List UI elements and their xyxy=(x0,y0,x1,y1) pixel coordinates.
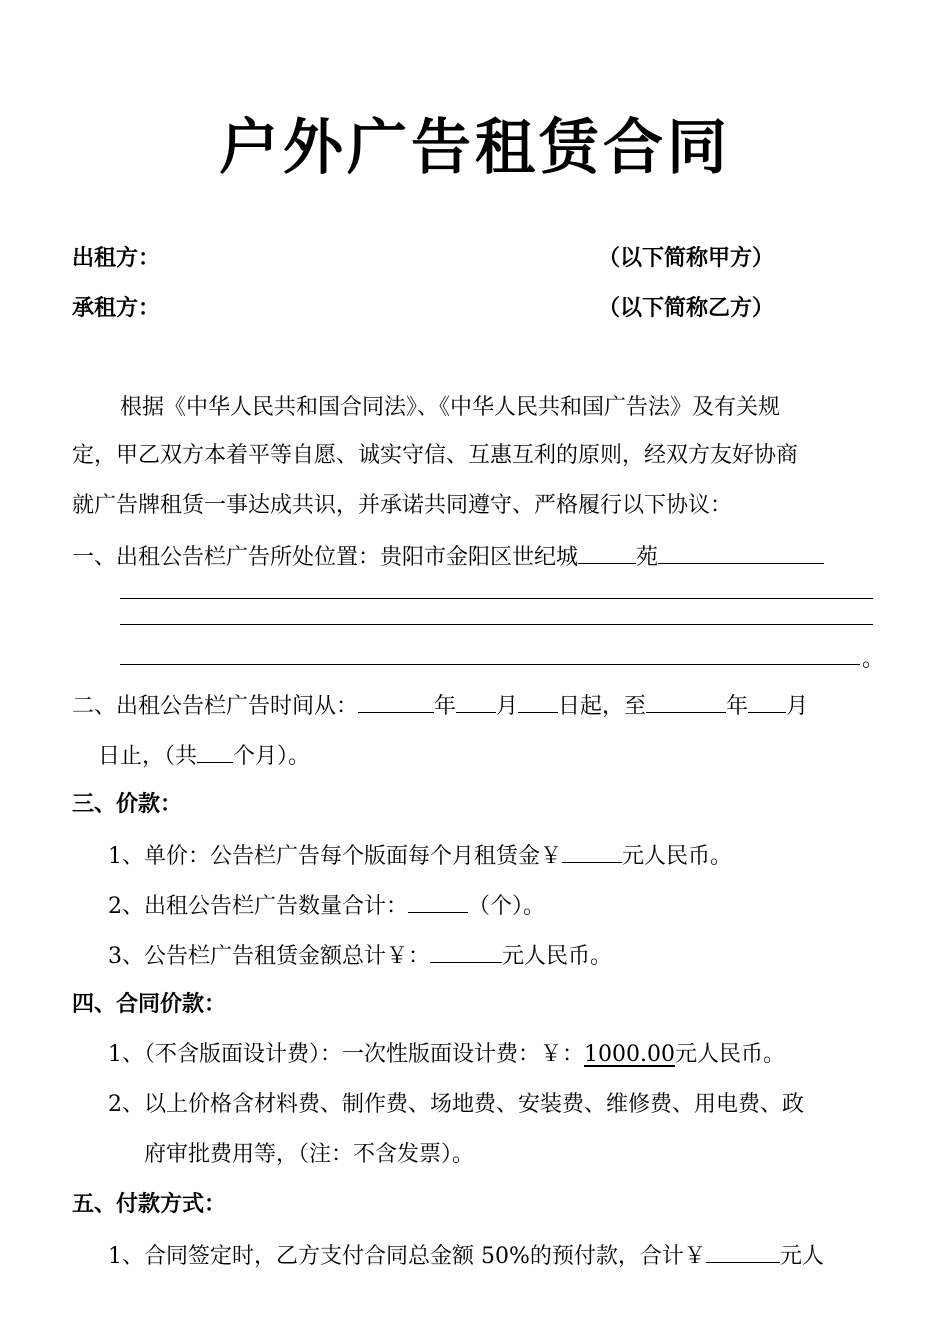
design-fee-amount: 1000.00 xyxy=(584,1042,675,1067)
design-fee-label: 1、（不含版面设计费）：一次性版面设计费：￥： xyxy=(108,1042,584,1067)
section-4-item-1 xyxy=(108,1040,785,1070)
section-5-heading: 五、付款方式： xyxy=(72,1192,227,1217)
section-4-item-2-line-1: 2、以上价格含材料费、制作费、场地费、安装费、维修费、用电费、政 xyxy=(108,1092,804,1117)
blank-start-month[interactable] xyxy=(456,690,496,713)
blank-months[interactable] xyxy=(197,740,233,763)
quantity-label: 2、出租公告栏广告数量合计： xyxy=(108,894,408,919)
unit-price-label: 1、单价：公告栏广告每个版面每个月租赁金￥ xyxy=(108,844,562,869)
section-1-location xyxy=(72,541,824,573)
section-3-item-2 xyxy=(108,890,545,922)
duration-prefix: 日止，（共 xyxy=(98,744,198,769)
year-label: 年 xyxy=(726,694,749,719)
section-1-yuan: 苑 xyxy=(636,545,659,570)
lessor-suffix: （以下简称甲方） xyxy=(598,246,775,271)
lessee-label: 承租方： xyxy=(72,296,161,321)
section-3-heading: 三、价款： xyxy=(72,792,183,817)
blank-unit-price[interactable] xyxy=(562,840,622,863)
blank-end-month[interactable] xyxy=(748,690,786,713)
section-1-end-mark: 。 xyxy=(862,647,885,672)
blank-prepayment[interactable] xyxy=(706,1240,780,1263)
section-2-prefix: 二、出租公告栏广告时间从： xyxy=(72,694,359,719)
blank-address-line-2[interactable] xyxy=(120,598,873,599)
unit-price-suffix: 元人民币。 xyxy=(622,844,733,869)
section-2-duration xyxy=(98,740,310,772)
quantity-suffix: （个）。 xyxy=(468,894,546,919)
design-fee-suffix: 元人民币。 xyxy=(674,1042,785,1067)
year-label: 年 xyxy=(434,694,457,719)
section-3-item-1 xyxy=(108,840,732,872)
lessor-label: 出租方： xyxy=(72,246,161,271)
blank-address[interactable] xyxy=(658,541,824,564)
preamble-line-3: 就广告牌租赁一事达成共识，并承诺共同遵守、严格履行以下协议： xyxy=(72,493,733,518)
duration-suffix: 个月）。 xyxy=(233,744,311,769)
lessee-suffix: （以下简称乙方） xyxy=(598,296,775,321)
month-label: 月 xyxy=(786,694,809,719)
blank-address-line-3[interactable] xyxy=(120,624,873,625)
section-2-period xyxy=(72,690,808,722)
blank-total[interactable] xyxy=(430,940,502,963)
section-4-heading: 四、合同价款： xyxy=(72,992,227,1017)
blank-start-day[interactable] xyxy=(518,690,558,713)
total-label: 3、公告栏广告租赁金额总计￥： xyxy=(108,944,430,969)
blank-quantity[interactable] xyxy=(408,890,468,913)
month-label: 月 xyxy=(496,694,519,719)
preamble-line-2: 定，甲乙双方本着平等自愿、诚实守信、互惠互利的原则，经双方友好协商 xyxy=(72,443,799,468)
document-title: 户外广告租赁合同 xyxy=(219,113,731,183)
section-4-item-2-line-2: 府审批费用等，（注：不含发票）。 xyxy=(144,1142,475,1167)
section-5-item-1 xyxy=(108,1240,824,1272)
prepayment-suffix: 元人 xyxy=(779,1244,824,1269)
blank-end-year[interactable] xyxy=(646,690,726,713)
section-3-item-3 xyxy=(108,940,612,972)
total-suffix: 元人民币。 xyxy=(502,944,613,969)
blank-district[interactable] xyxy=(578,541,636,564)
prepayment-label: 1、合同签定时，乙方支付合同总金额 50%的预付款，合计￥ xyxy=(108,1244,706,1269)
blank-start-year[interactable] xyxy=(358,690,434,713)
blank-address-line-4[interactable] xyxy=(120,664,860,665)
preamble-line-1: 根据《中华人民共和国合同法》、《中华人民共和国广告法》及有关规 xyxy=(120,395,781,420)
day-from-label: 日起，至 xyxy=(558,694,647,719)
section-1-prefix: 一、出租公告栏广告所处位置：贵阳市金阳区世纪城 xyxy=(72,545,579,570)
